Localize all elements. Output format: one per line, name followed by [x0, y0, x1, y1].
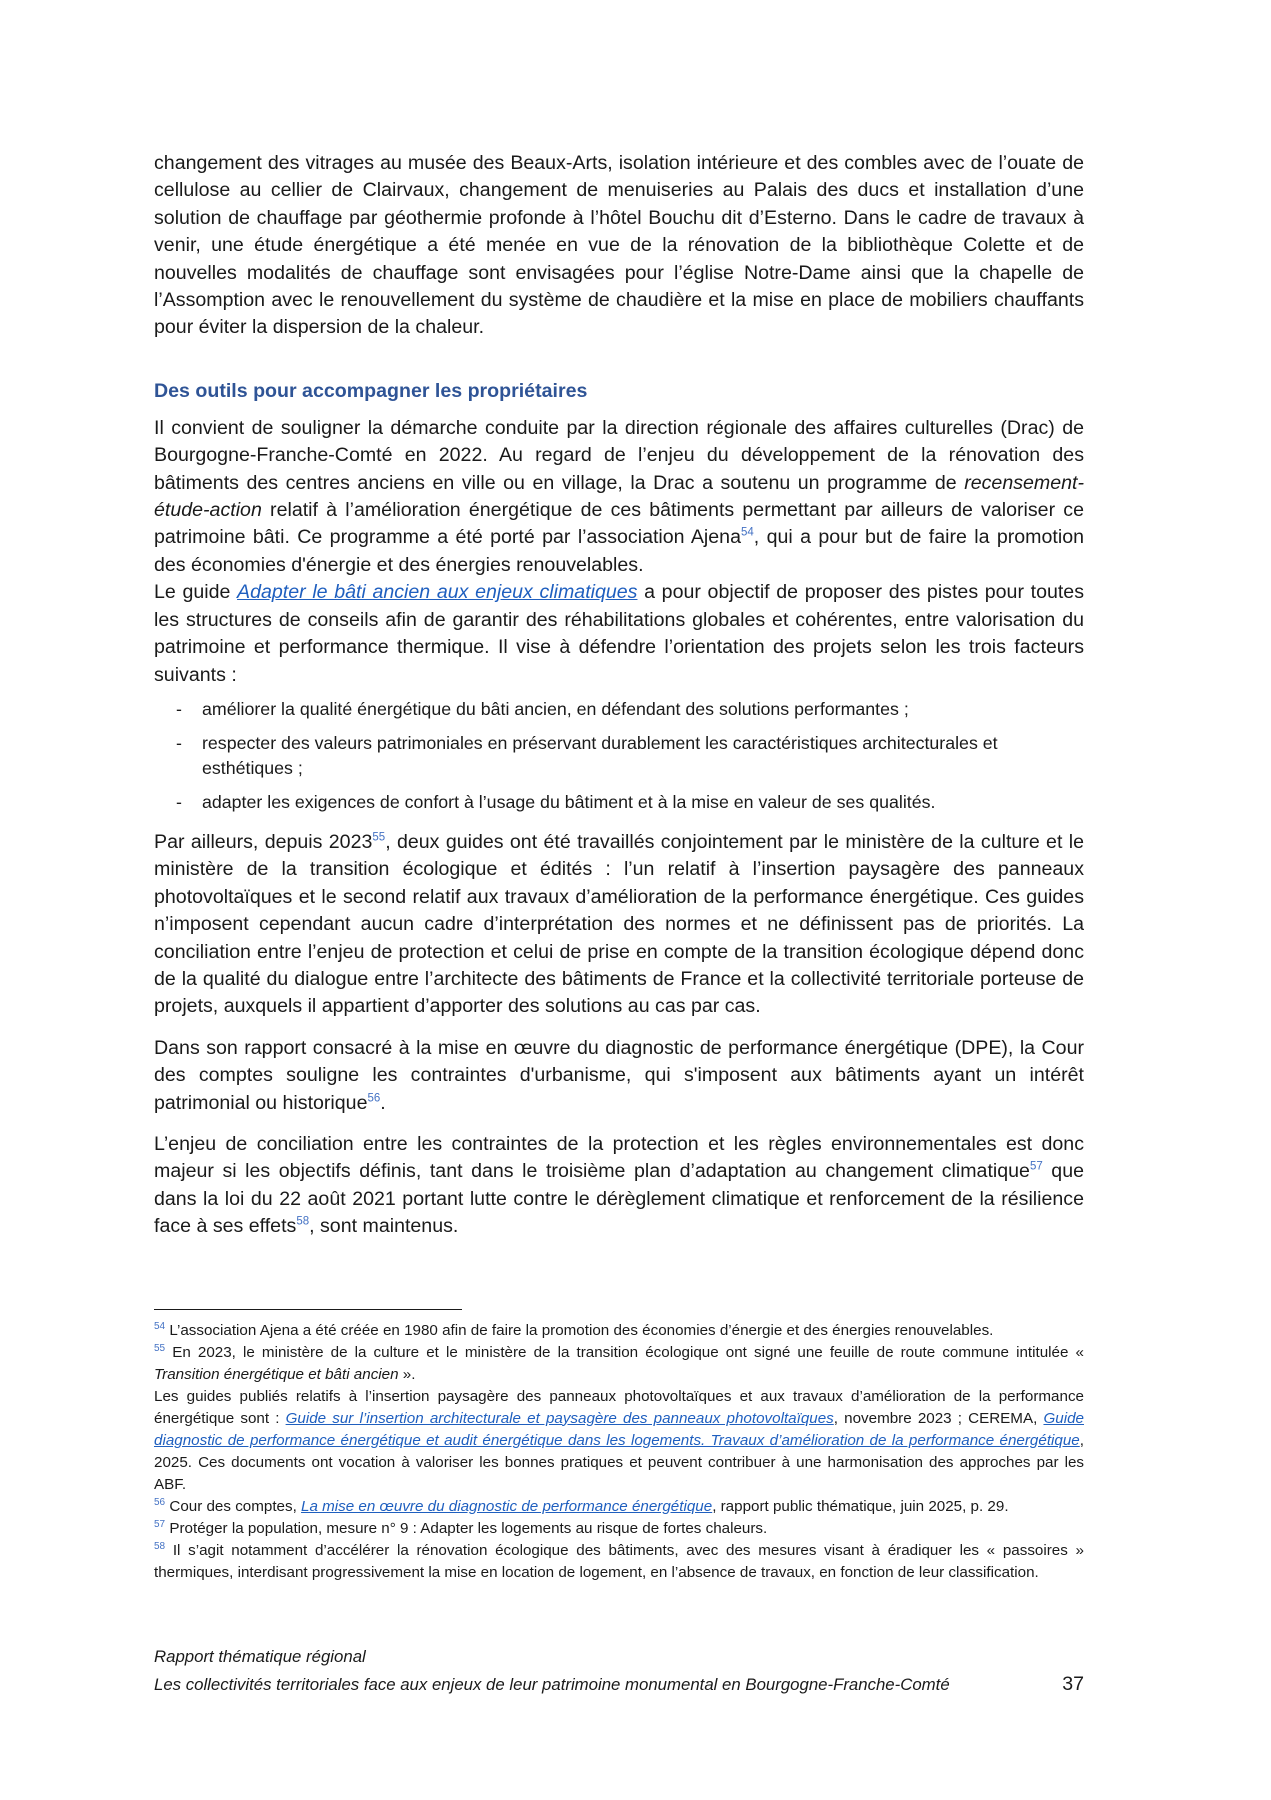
text-span: L’enjeu de conciliation entre les contraintes de la protection et les règles environnementales est donc majeur si les objectifs définis, tant dans le troisième plan d’adaptation au changement climatique — [154, 1132, 1084, 1183]
footnote-text: Protéger la population, mesure n° 9 : Adapter les logements au risque de fortes chaleurs. — [165, 1519, 768, 1537]
page-number: 37 — [1062, 1673, 1084, 1695]
text-span: , sont maintenus. — [309, 1215, 459, 1238]
footnote-55 — [154, 1342, 1084, 1386]
footnote-number: 57 — [154, 1518, 166, 1530]
list-item — [154, 697, 1084, 722]
paragraph-drac — [154, 415, 1084, 579]
footer-report-type: Rapport thématique régional — [154, 1647, 366, 1666]
rapport-dpe-link[interactable]: La mise en œuvre du diagnostic de performance énergétique — [301, 1497, 713, 1515]
footnote-italic: Transition énergétique et bâti ancien — [154, 1365, 399, 1383]
footnote-ref-57[interactable]: 57 — [1029, 1160, 1043, 1173]
guide-link[interactable]: Adapter le bâti ancien aux enjeux climatiques — [237, 581, 638, 604]
footnote-ref-58[interactable]: 58 — [296, 1215, 310, 1228]
italic-term: recensement-étude-action — [154, 471, 1084, 522]
footnote-text: , 2025. Ces documents ont vocation à valoriser les bonnes pratiques et peuvent contribuer à une harmonisation des approches par les ABF. — [154, 1431, 1084, 1493]
footnote-number: 54 — [154, 1320, 166, 1332]
footnote-text: , novembre 2023 ; CEREMA, — [833, 1409, 1044, 1427]
factors-list — [154, 697, 1084, 815]
footnote-text: Il s’agit notamment d’accélérer la rénovation écologique des bâtiments, avec des mesures visant à éradiquer les « passoires » thermiques, interdisant progressivement la mise en location de logement, en l’absence de travaux, en fonction de leur classification. — [154, 1541, 1084, 1581]
text-span: Le guide — [154, 581, 238, 604]
footnote-ref-55[interactable]: 55 — [372, 831, 386, 844]
list-item-text: adapter les exigences de confort à l’usage du bâtiment et à la mise en valeur de ses qualités. — [202, 791, 936, 812]
dash-bullet: - — [176, 698, 182, 719]
list-item — [154, 731, 1084, 781]
footnote-text: , rapport public thématique, juin 2025, p. 29. — [712, 1497, 1009, 1515]
text-span: Par ailleurs, depuis 2023 — [154, 830, 373, 853]
footnote-separator — [154, 1309, 462, 1310]
intro-paragraph: changement des vitrages au musée des Beaux-Arts, isolation intérieure et des combles avec de l’ouate de cellulose au cellier de Clairvaux, changement de menuiseries au Palais des ducs et installation d’une solution de chauffage par géothermie profonde à l’hôtel Bouchu dit d’Esterno. Dans le cadre de travaux à venir, une étude énergétique a été menée en vue de la rénovation de la bibliothèque Colette et de nouvelles modalités de chauffage sont envisagées pour l’église Notre-Dame ainsi que la chapelle de l’Assomption avec le renouvellement du système de chaudière et la mise en place de mobiliers chauffants pour éviter la dispersion de la chaleur. — [154, 152, 1084, 339]
text-span: Dans son rapport consacré à la mise en œuvre du diagnostic de performance énergétique (DPE), la Cour des comptes souligne les contraintes d'urbanisme, qui s'imposent aux bâtiments ayant un intérêt patrimonial ou historique — [154, 1036, 1084, 1114]
footnote-57 — [154, 1518, 1084, 1540]
text-span: Il convient de souligner la démarche conduite par la direction régionale des affaires culturelles (Drac) de Bourgogne-Franche-Comté en 2022. Au regard de l’enjeu du développement de la rénovation des bâtiments des centres anciens en ville ou en village, la Drac a soutenu un programme de — [154, 416, 1084, 494]
footnote-text: Les guides publiés relatifs à l’insertion paysagère des panneaux photovoltaïques et aux travaux d’amélioration de la performance énergétique sont : — [154, 1387, 1084, 1427]
list-item-text: améliorer la qualité énergétique du bâti ancien, en défendant des solutions performantes ; — [202, 698, 909, 719]
paragraph-cour-des-comptes — [154, 1035, 1084, 1117]
text-span: , deux guides ont été travaillés conjointement par le ministère de la culture et le ministère de la transition écologique et édités : l’un relatif à l’insertion paysagère des panneaux photovoltaïques et le second relatif aux travaux d’amélioration de la performance énergétique. Ces guides n’imposent cependant aucun cadre d’interprétation des normes et ne définissent pas de priorités. La conciliation entre l’enjeu de protection et celui de prise en compte de la transition écologique dépend donc de la qualité du dialogue entre l’architecte des bâtiments de France et la collectivité territoriale porteuse de projets, auxquels il appartient d’apporter des solutions au cas par cas. — [154, 830, 1085, 1018]
footnote-text: Cour des comptes, — [165, 1497, 302, 1515]
text-span: , qui a pour but de faire la promotion des économies d'énergie et des énergies renouvelables. — [154, 526, 1084, 576]
page-content — [154, 150, 1084, 1584]
guide-photovoltaique-link[interactable]: Guide sur l’insertion architecturale et paysagère des panneaux photovoltaïques — [285, 1409, 834, 1427]
footnote-55-continued — [154, 1386, 1084, 1496]
text-span: a pour objectif de proposer des pistes pour toutes les structures de conseils afin de garantir des réhabilitations globales et cohérentes, entre valorisation du patrimoine et performance thermique. Il vise à défendre l’orientation des projets selon les trois facteurs suivants : — [154, 581, 1085, 686]
footnote-ref-56[interactable]: 56 — [367, 1092, 381, 1105]
footnote-58 — [154, 1540, 1084, 1584]
footnote-number: 56 — [154, 1496, 166, 1508]
list-item-text: respecter des valeurs patrimoniales en préservant durablement les caractéristiques architecturales et esthétiques ; — [202, 732, 998, 778]
footnote-text: En 2023, le ministère de la culture et le ministère de la transition écologique ont signé une feuille de route commune intitulée « — [165, 1343, 1084, 1361]
dash-bullet: - — [176, 732, 182, 753]
guide-cerema-link[interactable]: Guide diagnostic de performance énergétique et audit énergétique dans les logements. Travaux d’amélioration de la performance énergétique — [154, 1409, 1084, 1449]
paragraph-conciliation — [154, 1131, 1084, 1241]
footnotes — [154, 1320, 1084, 1584]
paragraph-guide — [154, 579, 1084, 689]
text-span: que dans la loi du 22 août 2021 portant lutte contre le dérèglement climatique et renforcement de la résilience face à ses effets — [154, 1160, 1084, 1238]
footnote-text: ». — [398, 1365, 416, 1383]
footnote-number: 55 — [154, 1342, 166, 1354]
footnote-ref-54[interactable]: 54 — [740, 526, 754, 539]
footnote-54 — [154, 1320, 1084, 1342]
page-footer — [154, 1643, 1084, 1699]
footer-report-title: Les collectivités territoriales face aux enjeux de leur patrimoine monumental en Bourgogne-Franche-Comté — [154, 1675, 950, 1694]
list-item — [154, 790, 1084, 815]
text-span: . — [380, 1091, 386, 1114]
text-span: relatif à l’amélioration énergétique de ces bâtiments permettant par ailleurs de valoriser ce patrimoine bâti. Ce programme a été porté par l’association Ajena — [154, 499, 1084, 549]
paragraph-guides-2023 — [154, 829, 1084, 1021]
footnote-text: L’association Ajena a été créée en 1980 afin de faire la promotion des économies d’énergie et des énergies renouvelables. — [165, 1321, 994, 1339]
footnote-56 — [154, 1496, 1084, 1518]
footnote-number: 58 — [154, 1540, 166, 1552]
dash-bullet: - — [176, 791, 182, 812]
section-heading: Des outils pour accompagner les propriétaires — [154, 379, 588, 402]
